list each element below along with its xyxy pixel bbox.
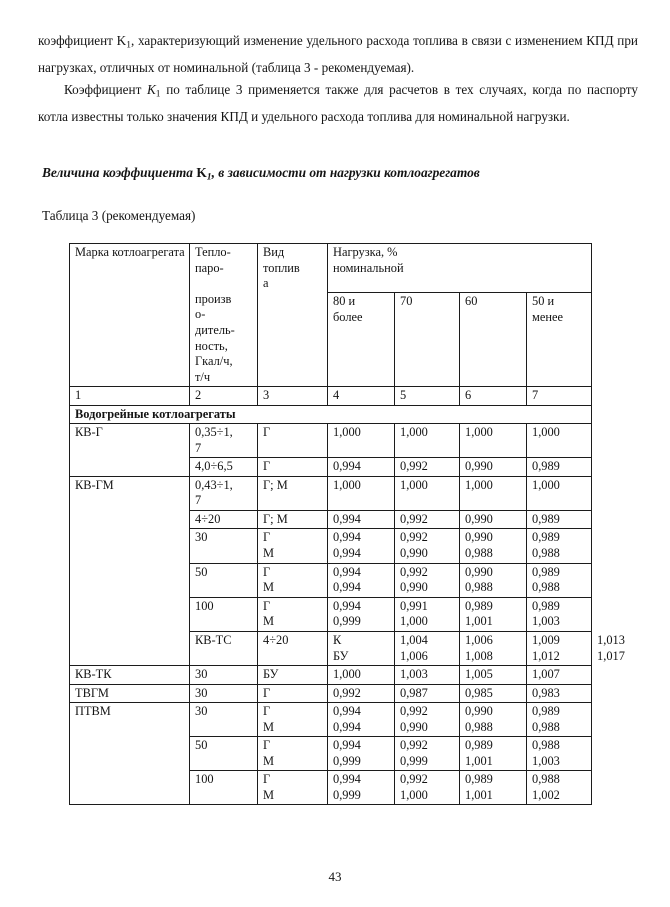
value-line-2: 0,994 xyxy=(333,580,361,595)
cell-value-70: 1,003 xyxy=(395,666,460,684)
cell-fuel xyxy=(258,771,328,805)
value-line-2: 0,988 xyxy=(465,719,493,734)
load-50-line-2: менее xyxy=(532,309,563,324)
cell-value-70 xyxy=(460,631,527,665)
cell-value-50: 0,983 xyxy=(527,684,592,702)
value-line-1: 0,994 xyxy=(333,772,361,787)
value-lines xyxy=(465,704,522,735)
coefficient-table xyxy=(69,243,625,805)
value-line-1: 0,994 xyxy=(333,598,361,613)
value-line-1: 0,991 xyxy=(400,598,428,613)
table-row xyxy=(70,666,592,684)
value-line-1: 0,989 xyxy=(532,598,560,613)
header-cell-capacity xyxy=(190,244,258,387)
body-text-block xyxy=(38,30,638,127)
load-group-line-2: номинальной xyxy=(333,260,404,275)
value-line-2: 1,000 xyxy=(400,787,428,802)
value-line-1: 0,990 xyxy=(465,703,493,718)
value-line-2: 1,012 xyxy=(532,648,560,663)
header-cell-marka: Марка котлоагрегата xyxy=(70,244,190,387)
value-line-1: 0,989 xyxy=(532,530,560,545)
colnum-1: 1 xyxy=(70,387,190,405)
cell-value-80 xyxy=(395,631,460,665)
cell-value-60: 0,990 xyxy=(460,458,527,476)
cell-capacity: 4÷20 xyxy=(190,510,258,528)
table-row xyxy=(70,702,592,736)
cell-capacity: 50 xyxy=(190,737,258,771)
cell-value-70 xyxy=(395,563,460,597)
cell-value-70 xyxy=(395,529,460,563)
capacity-line-blank xyxy=(195,276,253,292)
cell-fuel: Г xyxy=(258,684,328,702)
cell-value-80 xyxy=(328,529,395,563)
value-lines xyxy=(333,704,390,735)
cell-value-80: 1,000 xyxy=(328,424,395,458)
table-row xyxy=(70,476,592,510)
heading-subscript: 1 xyxy=(206,171,212,183)
value-line-2: 0,988 xyxy=(465,580,493,595)
cell-fuel: Г xyxy=(258,424,328,458)
cell-marka: КВ-ТС xyxy=(190,631,258,665)
capacity-lines xyxy=(195,478,253,509)
cell-value-70 xyxy=(395,702,460,736)
capacity-text-line-1: 0,35÷1, xyxy=(195,425,233,440)
cell-value-60 xyxy=(460,597,527,631)
cell-value-60 xyxy=(460,737,527,771)
cell-fuel xyxy=(258,563,328,597)
value-line-2: 0,990 xyxy=(400,719,428,734)
header-fuel-lines xyxy=(263,245,323,292)
paragraph-2-lead: Коэффициент xyxy=(64,81,147,97)
value-lines xyxy=(532,530,587,561)
cell-value-80: 0,992 xyxy=(328,684,395,702)
cell-capacity xyxy=(190,476,258,510)
value-line-2: 1,008 xyxy=(465,648,493,663)
coefficient-symbol-k-italic: K xyxy=(147,81,156,97)
value-line-2: 1,002 xyxy=(532,787,560,802)
value-lines xyxy=(465,565,522,596)
fuel-text-line-2: М xyxy=(263,580,275,595)
header-load-group-lines xyxy=(333,245,587,276)
value-line-2: 0,994 xyxy=(333,545,361,560)
value-line-2: 0,999 xyxy=(333,787,361,802)
cell-value-70 xyxy=(395,771,460,805)
cell-capacity: 100 xyxy=(190,597,258,631)
colnum-4: 4 xyxy=(328,387,395,405)
fuel-lines xyxy=(263,772,323,803)
header-cell-fuel xyxy=(258,244,328,387)
value-lines xyxy=(333,599,390,630)
value-line-1: 0,992 xyxy=(400,703,428,718)
cell-value-80: 1,000 xyxy=(328,476,395,510)
capacity-text-line-2: 7 xyxy=(195,493,202,508)
cell-value-70: 1,000 xyxy=(395,424,460,458)
cell-value-80 xyxy=(328,597,395,631)
cell-fuel: БУ xyxy=(258,666,328,684)
colnum-2: 2 xyxy=(190,387,258,405)
value-line-2: 0,990 xyxy=(400,545,428,560)
value-lines xyxy=(532,738,587,769)
value-line-1: 0,990 xyxy=(465,564,493,579)
cell-capacity: 30 xyxy=(190,529,258,563)
cell-value-60 xyxy=(460,563,527,597)
value-line-2: 0,999 xyxy=(400,753,428,768)
fuel-text-line-2: М xyxy=(263,787,275,802)
load-80-line-1: 80 и xyxy=(333,294,356,308)
fuel-lines xyxy=(263,738,323,769)
cell-value-80 xyxy=(328,737,395,771)
load-group-line-1: Нагрузка, % xyxy=(333,245,398,259)
section-heading xyxy=(42,163,642,187)
fuel-text-line-2: БУ xyxy=(333,648,349,663)
cell-value-60: 1,005 xyxy=(460,666,527,684)
paragraph-1-lead: коэффициент xyxy=(38,33,117,48)
table-row xyxy=(70,424,592,458)
load-80-line-2: более xyxy=(333,309,363,324)
value-line-2: 0,999 xyxy=(333,753,361,768)
cell-marka: ТВГМ xyxy=(70,684,190,702)
value-line-2: 1,000 xyxy=(400,614,428,629)
fuel-lines xyxy=(263,599,323,630)
paragraph-2 xyxy=(38,79,638,128)
cell-value-60 xyxy=(460,771,527,805)
header-cell-load-70: 70 xyxy=(395,293,460,387)
value-lines xyxy=(400,738,455,769)
value-line-2: 0,988 xyxy=(465,545,493,560)
value-line-1: 1,004 xyxy=(400,632,428,647)
cell-value-80 xyxy=(328,771,395,805)
cell-capacity: 4÷20 xyxy=(258,631,328,665)
value-lines xyxy=(400,599,455,630)
paragraph-1 xyxy=(38,30,638,79)
cell-value-50 xyxy=(527,702,592,736)
capacity-text-line-1: 0,43÷1, xyxy=(195,477,233,492)
cell-value-60 xyxy=(460,529,527,563)
cell-capacity: 50 xyxy=(190,563,258,597)
value-lines xyxy=(465,599,522,630)
colnum-5: 5 xyxy=(395,387,460,405)
colnum-3: 3 xyxy=(258,387,328,405)
value-line-2: 0,994 xyxy=(333,719,361,734)
cell-value-70 xyxy=(395,597,460,631)
cell-value-50 xyxy=(527,529,592,563)
table-column-number-row xyxy=(70,387,592,405)
value-lines xyxy=(532,633,587,664)
cell-capacity: 30 xyxy=(190,684,258,702)
paragraph-1-tail: , характеризующий изменение удельного расхода топлива в связи с изменением КПД при нагрузках, отличных от номинальной (таблица 3 - рекомендуемая). xyxy=(38,33,638,76)
value-lines xyxy=(465,738,522,769)
cell-capacity: 100 xyxy=(190,771,258,805)
value-line-1: 0,992 xyxy=(400,530,428,545)
cell-fuel xyxy=(258,529,328,563)
header-cell-load-80 xyxy=(328,293,395,387)
fuel-line-2: топлив xyxy=(263,260,300,275)
capacity-line-5: о- xyxy=(195,307,206,322)
fuel-text-line-1: Г xyxy=(263,598,271,613)
value-lines xyxy=(333,530,390,561)
value-lines xyxy=(333,772,390,803)
value-line-2: 0,988 xyxy=(532,580,560,595)
value-line-1: 0,994 xyxy=(333,564,361,579)
value-line-1: 0,994 xyxy=(333,738,361,753)
cell-value-50: 0,989 xyxy=(527,458,592,476)
value-lines xyxy=(465,772,522,803)
cell-value-70: 0,992 xyxy=(395,510,460,528)
table-caption: Таблица 3 (рекомендуемая) xyxy=(42,208,196,223)
value-line-2: 1,001 xyxy=(465,787,493,802)
cell-value-70: 0,987 xyxy=(395,684,460,702)
fuel-text-line-1: Г xyxy=(263,530,271,545)
cell-capacity xyxy=(190,424,258,458)
cell-value-50: 1,007 xyxy=(527,666,592,684)
cell-value-60: 0,990 xyxy=(460,510,527,528)
table-header-row-main xyxy=(70,244,592,293)
cell-value-70: 1,000 xyxy=(395,476,460,510)
value-line-2: 0,988 xyxy=(532,719,560,734)
cell-fuel: Г; М xyxy=(258,476,328,510)
cell-fuel xyxy=(258,597,328,631)
capacity-line-7: ность, xyxy=(195,338,228,353)
value-lines xyxy=(532,565,587,596)
cell-capacity: 30 xyxy=(190,666,258,684)
header-capacity-lines xyxy=(195,245,253,385)
cell-value-60: 1,000 xyxy=(460,424,527,458)
fuel-text-line-2: М xyxy=(263,614,275,629)
value-line-1: 0,989 xyxy=(532,703,560,718)
value-line-2: 1,003 xyxy=(532,614,560,629)
value-line-2: 0,999 xyxy=(333,614,361,629)
paragraph-2-tail: по таблице 3 применяется также для расчетов в тех случаях, когда по паспорту котла известны только значения КПД и удельного расхода топлива для номинальной нагрузки. xyxy=(38,81,638,124)
fuel-lines xyxy=(333,633,390,664)
cell-value-60 xyxy=(527,631,592,665)
value-lines xyxy=(465,530,522,561)
value-line-2: 1,001 xyxy=(465,614,493,629)
capacity-line-9: т/ч xyxy=(195,369,211,384)
cell-value-50 xyxy=(527,771,592,805)
page-number: 43 xyxy=(328,869,342,884)
table-row: КВ-ТС 4÷20 К БУ 1,004 1,006 1,006 1,008 1,009 1,012 1,013 1,017 xyxy=(70,631,592,665)
value-lines xyxy=(400,704,455,735)
coefficient-symbol-k: K xyxy=(116,33,127,48)
cell-value-80 xyxy=(328,563,395,597)
heading-after: , в зависимости от нагрузки котлоагрегатов xyxy=(211,165,480,180)
cell-value-60: 1,000 xyxy=(460,476,527,510)
capacity-text-line-2: 7 xyxy=(195,440,202,455)
colnum-6: 6 xyxy=(460,387,527,405)
cell-fuel xyxy=(258,737,328,771)
cell-value-50: 0,989 xyxy=(527,510,592,528)
capacity-line-6: дитель- xyxy=(195,322,235,337)
value-line-1: 0,992 xyxy=(400,564,428,579)
cell-value-50 xyxy=(527,737,592,771)
colnum-7: 7 xyxy=(527,387,592,405)
coefficient-subscript: 1 xyxy=(126,40,131,51)
fuel-text-line-2: М xyxy=(263,753,275,768)
value-lines xyxy=(465,633,522,664)
value-line-1: 0,992 xyxy=(400,738,428,753)
table-section-row xyxy=(70,405,592,423)
fuel-text-line-1: Г xyxy=(263,738,271,753)
value-line-1: 1,006 xyxy=(465,632,493,647)
value-line-1: 0,989 xyxy=(465,772,493,787)
coefficient-subscript-2: 1 xyxy=(155,89,161,100)
load-50-line-1: 50 и xyxy=(532,294,555,308)
value-line-2: 0,988 xyxy=(532,545,560,560)
cell-value-60: 0,985 xyxy=(460,684,527,702)
value-line-2: 1,001 xyxy=(465,753,493,768)
cell-value-70 xyxy=(395,737,460,771)
cell-value-80 xyxy=(328,702,395,736)
fuel-lines xyxy=(263,704,323,735)
value-lines xyxy=(532,704,587,735)
heading-symbol-k: K xyxy=(196,165,207,180)
value-line-1: 0,994 xyxy=(333,703,361,718)
cell-value-50: 1,000 xyxy=(527,424,592,458)
value-line-1: 0,994 xyxy=(333,530,361,545)
cell-value-50: 1,000 xyxy=(527,476,592,510)
fuel-text-line-2: М xyxy=(263,545,275,560)
cell-fuel xyxy=(258,702,328,736)
cell-fuel: Г; М xyxy=(258,510,328,528)
cell-value-80: 0,994 xyxy=(328,458,395,476)
load-80-lines xyxy=(333,294,390,325)
value-lines xyxy=(400,530,455,561)
capacity-line-4: произв xyxy=(195,291,232,306)
value-line-1: 0,992 xyxy=(400,772,428,787)
value-line-1: 0,990 xyxy=(465,530,493,545)
fuel-text-line-1: Г xyxy=(263,703,271,718)
cell-marka: КВ-Г xyxy=(70,424,190,477)
value-line-1: 1,009 xyxy=(532,632,560,647)
cell-value-80: 0,994 xyxy=(328,510,395,528)
cell-fuel: Г xyxy=(258,458,328,476)
value-lines xyxy=(532,599,587,630)
value-line-2: 0,990 xyxy=(400,580,428,595)
value-line-1: 0,988 xyxy=(532,738,560,753)
value-line-1: 0,989 xyxy=(532,564,560,579)
value-lines xyxy=(333,565,390,596)
section-title-cell: Водогрейные котлоагрегаты xyxy=(70,405,592,423)
value-lines xyxy=(532,772,587,803)
header-cell-load-50 xyxy=(527,293,592,387)
cell-capacity: 4,0÷6,5 xyxy=(190,458,258,476)
value-line-1: 0,989 xyxy=(465,598,493,613)
capacity-line-1: Тепло- xyxy=(195,245,231,259)
fuel-text-line-1: К xyxy=(333,632,342,647)
fuel-text-line-2: М xyxy=(263,719,275,734)
value-lines xyxy=(333,738,390,769)
fuel-lines xyxy=(263,565,323,596)
heading-before: Величина коэффициента xyxy=(42,165,197,180)
cell-marka: КВ-ГМ xyxy=(70,476,190,665)
table-row xyxy=(70,684,592,702)
cell-value-70: 0,992 xyxy=(395,458,460,476)
fuel-lines xyxy=(263,530,323,561)
fuel-text-line-1: Г xyxy=(263,772,271,787)
cell-fuel xyxy=(328,631,395,665)
cell-marka: КВ-ТК xyxy=(70,666,190,684)
capacity-line-8: Гкал/ч, xyxy=(195,354,233,369)
value-line-2: 1,006 xyxy=(400,648,428,663)
value-lines xyxy=(400,772,455,803)
fuel-line-3: а xyxy=(263,276,269,291)
cell-marka: ПТВМ xyxy=(70,702,190,805)
cell-value-60 xyxy=(460,702,527,736)
cell-value-80: 1,000 xyxy=(328,666,395,684)
capacity-line-2: паро- xyxy=(195,260,224,275)
cell-capacity: 30 xyxy=(190,702,258,736)
value-lines xyxy=(400,633,455,664)
cell-value-50 xyxy=(527,563,592,597)
fuel-line-1: Вид xyxy=(263,245,285,259)
value-line-1: 0,989 xyxy=(465,738,493,753)
value-lines xyxy=(400,565,455,596)
fuel-text-line-1: Г xyxy=(263,564,271,579)
cell-value-50 xyxy=(527,597,592,631)
value-line-2: 1,003 xyxy=(532,753,560,768)
header-cell-load-group xyxy=(328,244,592,293)
header-cell-load-60: 60 xyxy=(460,293,527,387)
load-50-lines xyxy=(532,294,587,325)
capacity-lines xyxy=(195,425,253,456)
value-line-1: 0,988 xyxy=(532,772,560,787)
